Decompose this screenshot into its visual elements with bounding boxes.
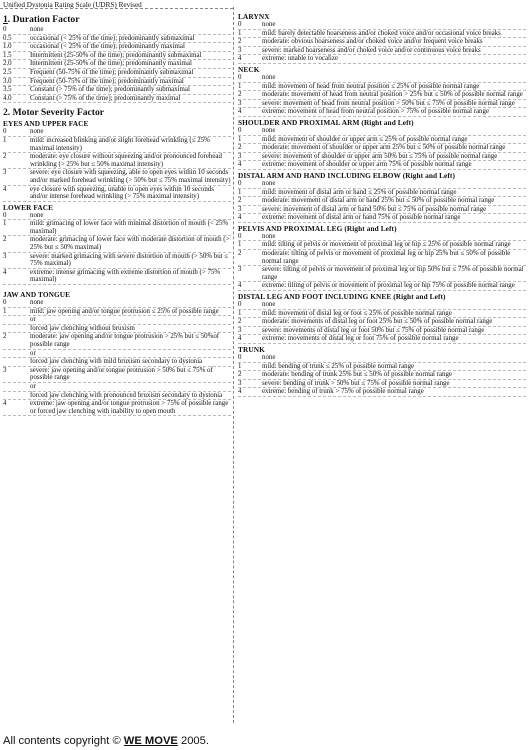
- rating-code: 4: [238, 55, 242, 63]
- rating-description: mild: movement of distal arm or hand ≤ 25% of possible normal range: [262, 188, 457, 196]
- rating-row: [238, 206, 526, 215]
- rating-description: extreme: jaw opening and/or tongue protrusion > 75% of possible range or forced jaw clenching with inability to open mouth: [30, 400, 229, 415]
- rating-code: 0: [3, 211, 7, 219]
- rating-description: or: [30, 349, 36, 357]
- rating-row: [3, 128, 231, 137]
- rating-row: [238, 241, 526, 250]
- rating-code: 2: [238, 197, 242, 205]
- rating-row: [3, 52, 231, 61]
- rating-description: forced jaw clenching with pronounced bruxism secondary to dystonia: [30, 391, 223, 399]
- rating-code: 3: [3, 252, 7, 260]
- larynx-section-title: LARYNX: [238, 12, 270, 21]
- rating-description: none: [262, 73, 276, 81]
- rating-description: severe: jaw opening and/or tongue protrusion > 50% but ≤ 75% of possible range: [30, 366, 213, 382]
- rating-code: 4: [238, 108, 242, 116]
- duration-heading: [3, 14, 231, 25]
- rating-row: [3, 392, 231, 401]
- rating-code: 3: [238, 46, 242, 54]
- motor-heading: 2. Motor Severity Factor: [3, 107, 105, 119]
- rating-row: [3, 400, 231, 416]
- rating-description: severe: eye closure with squeezing, able to open eyes within 10 seconds and/or marked forehead wrinkling (> 50% but ≤ 75% maximal intensity): [30, 169, 231, 184]
- pelvis-table: [238, 233, 526, 291]
- rating-row: [3, 43, 231, 52]
- rating-description: mild: movement of shoulder or upper arm ≤ 25% of possible normal range: [262, 135, 468, 143]
- rating-description: eye closure with squeezing, unable to open eyes within 10 seconds and/or intense forehead wrinkling (> 75% maximal intensity): [30, 185, 214, 201]
- rating-code: 1: [3, 307, 7, 315]
- rating-code: 4: [238, 282, 242, 290]
- rating-code: 3: [238, 379, 242, 387]
- rating-row: [238, 100, 526, 109]
- rating-description: mild: bending of trunk ≤ 25% of possible normal range: [262, 362, 415, 370]
- rating-row: [238, 83, 526, 92]
- rating-code: 0: [238, 232, 242, 240]
- column-divider: [233, 7, 234, 723]
- rating-code: 0: [3, 26, 7, 33]
- rating-description: none: [30, 211, 44, 219]
- rating-description: none: [262, 301, 276, 309]
- rating-description: forced jaw clenching without bruxism: [30, 324, 135, 332]
- rating-code: 1: [238, 135, 242, 143]
- rating-code: 0.5: [3, 34, 12, 42]
- rating-description: extreme: movement of distal arm or hand 75% of possible normal range: [262, 214, 461, 222]
- rating-description: none: [30, 26, 44, 33]
- eyes-section-title: EYES AND UPPER FACE: [3, 119, 89, 129]
- rating-description: Constant (> 75% of the time); predominantly submaximal: [30, 86, 190, 94]
- header-divider: [0, 8, 233, 9]
- rating-code: 4: [238, 214, 242, 222]
- rating-row: [238, 21, 526, 30]
- rating-code: [3, 358, 30, 366]
- rating-row: [3, 253, 231, 269]
- jaw-table: [3, 299, 231, 416]
- rating-row: [238, 214, 526, 223]
- rating-row: [238, 47, 526, 56]
- rating-code: 2: [3, 333, 7, 341]
- rating-row: [3, 308, 231, 317]
- duration-table: [3, 26, 231, 103]
- rating-row: [238, 55, 526, 64]
- rating-code: [3, 350, 30, 358]
- rating-row: [238, 371, 526, 380]
- copyright-footer: [3, 735, 209, 747]
- rating-code: 1: [238, 188, 242, 196]
- rating-row: [238, 363, 526, 372]
- left-column: [3, 12, 231, 416]
- rating-row: [3, 383, 231, 392]
- rating-row: [238, 233, 526, 242]
- rating-description: Intermittent (25-50% of the time); predominantly submaximal: [30, 51, 202, 59]
- rating-description: severe: marked hoarseness and/or choked voice and/or continuous voice breaks: [262, 46, 481, 54]
- rating-description: extreme: intense grimacing with extreme distortion of mouth (> 75% maximal): [30, 268, 221, 284]
- neck-section-title: NECK: [238, 64, 260, 74]
- rating-description: none: [30, 299, 44, 307]
- rating-row: [238, 38, 526, 47]
- rating-code: 2: [238, 144, 242, 152]
- rating-description: or: [30, 316, 36, 324]
- rating-code: 1.0: [3, 43, 12, 51]
- copyright-prefix: All contents copyright ©: [3, 735, 124, 747]
- distal-arm-section-title: DISTAL ARM AND HAND INCLUDING ELBOW (Right and Left): [238, 170, 455, 180]
- rating-description: mild: barely detectable hoarseness and/or choked voice and/or occasional voice breaks: [262, 29, 501, 37]
- right-column: [238, 12, 526, 397]
- rating-code: 0: [238, 179, 242, 187]
- shoulder-section-title: SHOULDER AND PROXIMAL ARM (Right and Left): [238, 117, 414, 127]
- rating-code: 0: [238, 301, 242, 309]
- rating-code: 4: [3, 400, 7, 408]
- rating-row: [3, 153, 231, 169]
- rating-description: forced jaw clenching with mild bruxism secondary to dystonia: [30, 358, 203, 366]
- rating-code: 4: [238, 388, 242, 396]
- rating-row: [238, 282, 526, 291]
- rating-description: occasional (< 25% of the time); predominantly maximal: [30, 43, 185, 51]
- rating-row: [238, 30, 526, 39]
- rating-code: 2: [3, 236, 7, 244]
- eyes-table: [3, 128, 231, 201]
- rating-code: 1: [238, 82, 242, 90]
- rating-description: extreme: bending of trunk > 75% of possible normal range: [262, 388, 424, 396]
- rating-row: [3, 169, 231, 185]
- rating-row: [238, 153, 526, 162]
- rating-code: 3: [3, 366, 7, 374]
- rating-description: none: [262, 354, 276, 361]
- rating-description: severe: movements of distal leg or foot 50% but ≤ 75% of possible normal range: [262, 326, 485, 334]
- rating-row: [238, 197, 526, 206]
- lower-face-section-title: LOWER FACE: [3, 202, 54, 212]
- rating-code: 1: [238, 241, 242, 249]
- rating-code: 0: [238, 354, 242, 361]
- rating-code: 0: [238, 73, 242, 81]
- rating-row: [238, 144, 526, 153]
- rating-row: [238, 74, 526, 83]
- rating-description: Frequent (50-75% of the time); predominantly maximal: [30, 77, 184, 85]
- rating-code: 2.5: [3, 68, 12, 76]
- rating-description: extreme: tilting of pelvis or movement of proximal leg or hip 75% of possible normal range: [262, 282, 515, 290]
- rating-code: 2: [238, 38, 242, 46]
- lower-face-table: [3, 212, 231, 285]
- rating-row: [3, 26, 231, 35]
- rating-description: mild: movement of head from neutral position ≤ 25% of possible normal range: [262, 82, 480, 90]
- rating-code: [3, 383, 30, 391]
- rating-code: 1: [238, 362, 242, 370]
- rating-description: moderate: obvious hoarseness and/or choked voice and/or frequent voice breaks: [262, 38, 483, 46]
- rating-description: none: [262, 179, 276, 187]
- rating-code: 3.0: [3, 77, 12, 85]
- rating-code: 3.5: [3, 86, 12, 94]
- rating-row: [3, 95, 231, 104]
- rating-code: [3, 316, 30, 324]
- document-title: Unified Dystonia Rating Scale (UDRS) Revised: [3, 1, 142, 9]
- rating-code: 2: [238, 318, 242, 326]
- copyright-suffix: 2005.: [177, 735, 209, 747]
- rating-row: [3, 333, 231, 349]
- rating-row: [3, 137, 231, 153]
- rating-code: 0: [238, 126, 242, 134]
- rating-description: severe: tilting of pelvis or movement of proximal leg or hip 50% but ≤ 75% of possible normal range: [262, 266, 524, 281]
- rating-code: 3: [238, 205, 242, 213]
- rating-description: Intermittent (25-50% of the time); predominantly maximal: [30, 60, 192, 68]
- rating-code: 3: [238, 266, 242, 274]
- rating-description: severe: movement of distal arm or hand 50% but ≤ 75% of possible normal range: [262, 205, 487, 213]
- we-move-link[interactable]: WE MOVE: [123, 735, 178, 747]
- rating-description: mild: increased blinking and/or slight forehead wrinkling (≤ 25% maximal intensity): [30, 136, 210, 152]
- rating-code: 2: [3, 153, 7, 161]
- rating-description: none: [30, 128, 44, 136]
- rating-row: [238, 189, 526, 198]
- shoulder-table: [238, 127, 526, 170]
- pelvis-section-title: PELVIS AND PROXIMAL LEG (Right and Left): [238, 223, 397, 233]
- rating-row: [3, 236, 231, 252]
- rating-description: severe: bending of trunk > 50% but ≤ 75% of possible normal range: [262, 379, 450, 387]
- rating-code: 4: [3, 185, 7, 193]
- rating-row: [3, 316, 231, 325]
- duration-heading-number: 1: [3, 14, 8, 25]
- rating-row: [3, 325, 231, 334]
- distal-leg-table: [238, 301, 526, 344]
- rating-code: 1: [238, 29, 242, 37]
- larynx-table: [238, 21, 526, 64]
- rating-row: [238, 180, 526, 189]
- rating-row: [3, 212, 231, 221]
- rating-row: [238, 318, 526, 327]
- rating-row: [238, 250, 526, 266]
- rating-code: 4: [238, 161, 242, 169]
- rating-description: mild: jaw opening and/or tongue protrusion ≤ 25% of possible range: [30, 307, 219, 315]
- rating-description: Frequent (50-75% of the time); predominantly submaximal: [30, 68, 194, 76]
- trunk-section-title: TRUNK: [238, 345, 265, 354]
- rating-description: moderate: tilting of pelvis or movement of proximal leg or hip 25% but ≤ 50% of possible normal range: [262, 250, 511, 265]
- rating-description: moderate: grimacing of lower face with moderate distortion of mouth (> 25% but ≤ 50% maximal): [30, 236, 230, 252]
- rating-code: 0: [3, 299, 7, 307]
- rating-description: none: [262, 21, 276, 28]
- rating-code: 3: [238, 99, 242, 107]
- rating-description: severe: movement of shoulder or upper arm 50% but ≤ 75% of possible normal range: [262, 152, 498, 160]
- rating-description: moderate: bending of trunk 25% but ≤ 50% of possible normal range: [262, 371, 452, 379]
- trunk-table: [238, 354, 526, 397]
- rating-code: [3, 392, 30, 400]
- rating-description: moderate: jaw opening and/or tongue protrusion > 25% but ≤ 50%of possible range: [30, 333, 220, 348]
- rating-row: [238, 136, 526, 145]
- rating-row: [238, 161, 526, 170]
- rating-row: [238, 91, 526, 100]
- rating-description: or: [30, 382, 36, 390]
- rating-row: [3, 350, 231, 359]
- rating-description: none: [262, 126, 276, 134]
- distal-leg-section-title: DISTAL LEG AND FOOT INCLUDING KNEE (Right and Left): [238, 292, 446, 302]
- duration-heading-text: . Duration Factor: [7, 14, 80, 25]
- rating-row: [238, 127, 526, 136]
- rating-code: 3: [238, 326, 242, 334]
- rating-row: [3, 299, 231, 308]
- rating-description: extreme: movements of distal leg or foot 75% of possible normal range: [262, 335, 459, 343]
- distal-arm-table: [238, 180, 526, 223]
- rating-code: 0: [3, 128, 7, 136]
- rating-row: [3, 186, 231, 202]
- rating-description: moderate: movement of head from neutral position > 25% but ≤ 50% of possible normal range: [262, 91, 523, 99]
- rating-code: 3: [3, 169, 7, 177]
- rating-row: [238, 380, 526, 389]
- rating-row: [238, 266, 526, 282]
- rating-row: [3, 367, 231, 383]
- rating-row: [238, 354, 526, 363]
- rating-code: 4: [238, 335, 242, 343]
- rating-description: none: [262, 232, 276, 240]
- rating-description: moderate: eye closure without squeezing and/or pronounced forehead wrinkling (> 25% but ≤ 50% maximal intensity): [30, 153, 222, 168]
- rating-description: severe: movement of head from neutral position > 50% but ≤ 75% of possible normal range: [262, 99, 515, 107]
- rating-row: [3, 60, 231, 69]
- rating-description: extreme: movement of shoulder or upper arm 75% of possible normal range: [262, 161, 472, 169]
- rating-code: 3: [238, 152, 242, 160]
- rating-code: 2.0: [3, 60, 12, 68]
- rating-row: [238, 388, 526, 397]
- rating-description: moderate: movement of distal arm or hand 25% but ≤ 50% of possible normal range: [262, 197, 495, 205]
- rating-row: [3, 78, 231, 87]
- rating-code: 1: [238, 309, 242, 317]
- rating-description: mild: grimacing of lower face with minimal distortion of mouth (< 25% maximal): [30, 220, 229, 235]
- rating-description: Constant (> 75% of the time); predominantly maximal: [30, 94, 181, 102]
- rating-row: [3, 35, 231, 44]
- rating-code: 2: [238, 250, 242, 258]
- rating-row: [238, 310, 526, 319]
- rating-code: 1.5: [3, 51, 12, 59]
- rating-description: mild: tilting of pelvis or movement of proximal leg or hip ≤ 25% of possible normal range: [262, 241, 511, 249]
- rating-row: [3, 269, 231, 285]
- jaw-section-title: JAW AND TONGUE: [3, 290, 71, 300]
- rating-code: [3, 325, 30, 333]
- rating-description: moderate: movement of shoulder or upper arm 25% but ≤ 50% of possible normal range: [262, 144, 506, 152]
- rating-row: [238, 108, 526, 117]
- rating-row: [238, 335, 526, 344]
- rating-row: [3, 358, 231, 367]
- rating-code: 4.0: [3, 94, 12, 102]
- rating-description: moderate: movements of distal leg or foot 25% but ≤ 50% of possible normal range: [262, 318, 493, 326]
- rating-description: severe: marked grimacing with severe distortion of mouth (> 50% but ≤ 75% maximal): [30, 252, 229, 268]
- rating-code: 2: [238, 371, 242, 379]
- rating-description: extreme: unable to vocalize: [262, 55, 338, 63]
- rating-code: 1: [3, 136, 7, 144]
- rating-description: occasional (< 25% of the time); predominantly submaximal: [30, 34, 195, 42]
- rating-row: [3, 86, 231, 95]
- rating-description: mild: movement of distal leg or foot ≤ 25% of possible normal range: [262, 309, 452, 317]
- rating-row: [3, 69, 231, 78]
- rating-row: [3, 220, 231, 236]
- rating-code: 4: [3, 268, 7, 276]
- rating-row: [238, 301, 526, 310]
- rating-code: 2: [238, 91, 242, 99]
- neck-table: [238, 74, 526, 117]
- rating-row: [238, 327, 526, 336]
- rating-description: extreme: movement of head from neutral position > 75% of possible normal range: [262, 108, 490, 116]
- rating-code: 1: [3, 220, 7, 228]
- rating-code: 0: [238, 21, 242, 28]
